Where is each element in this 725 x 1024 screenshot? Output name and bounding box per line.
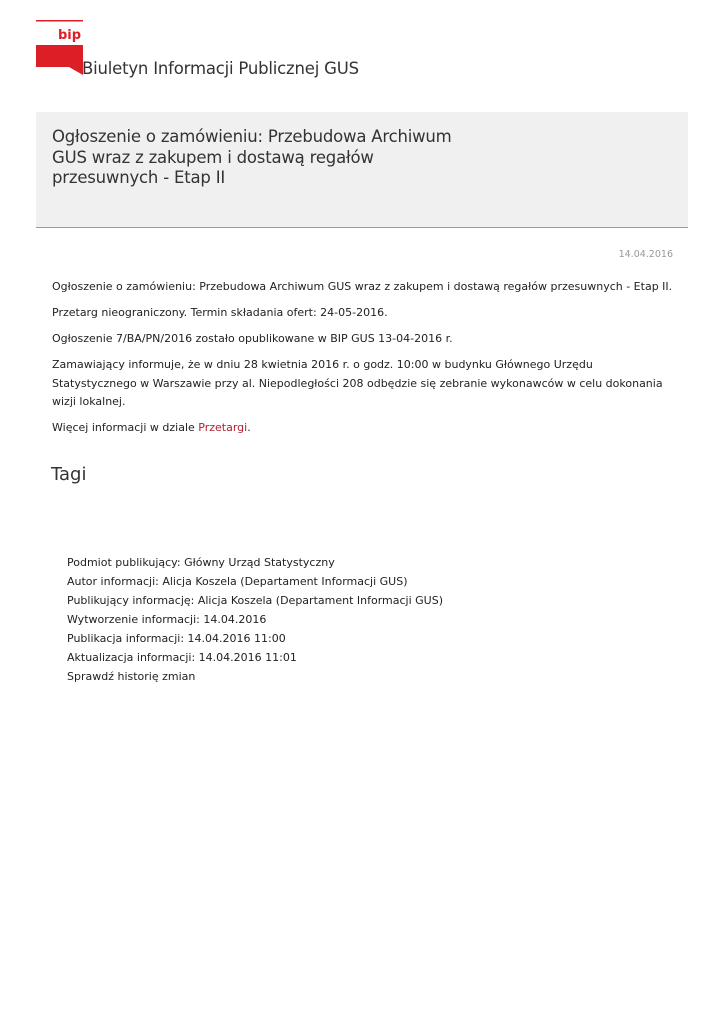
publication-date: 14.04.2016	[618, 249, 673, 260]
more-info-prefix: Więcej informacji w dziale	[52, 421, 199, 434]
site-title[interactable]: Biuletyn Informacji Publicznej GUS	[82, 59, 359, 78]
change-history-link[interactable]: Sprawdź historię zmian	[67, 670, 196, 683]
paragraph-more-info	[52, 419, 677, 438]
bip-logo-graphic	[36, 18, 84, 76]
meta-publisher: Podmiot publikujący: Główny Urząd Statystyczny	[67, 556, 335, 569]
article-content	[52, 278, 677, 445]
meta-published: Publikacja informacji: 14.04.2016 11:00	[67, 632, 286, 645]
more-info-suffix: .	[247, 421, 251, 434]
tags-heading: Tagi	[51, 464, 87, 485]
paragraph-announcement: Ogłoszenie o zamówieniu: Przebudowa Archiwum GUS wraz z zakupem i dostawą regałów przesuwnych - Etap II.	[52, 280, 673, 293]
meta-created: Wytworzenie informacji: 14.04.2016	[67, 613, 267, 626]
paragraph-publication: Ogłoszenie 7/BA/PN/2016 zostało opublikowane w BIP GUS 13-04-2016 r.	[52, 332, 453, 345]
meta-updated: Aktualizacja informacji: 14.04.2016 11:01	[67, 651, 297, 664]
title-box	[36, 112, 688, 228]
paragraph-tender: Przetarg nieograniczony. Termin składania ofert: 24-05-2016.	[52, 306, 388, 319]
paragraph-meeting: Zamawiający informuje, że w dniu 28 kwietnia 2016 r. o godz. 10:00 w budynku Głównego Urzędu Statystycznego w Warszawie przy al. Niepodległości 208 odbędzie się zebranie wykonawców w celu dokonania wizji lokalnej.	[52, 358, 663, 408]
metadata-block	[67, 553, 443, 686]
logo-text: bip	[58, 28, 82, 43]
meta-author: Autor informacji: Alicja Koszela (Departament Informacji GUS)	[67, 575, 408, 588]
meta-publishing-person: Publikujący informację: Alicja Koszela (Departament Informacji GUS)	[67, 594, 443, 607]
bip-logo[interactable]	[36, 18, 84, 76]
page-title: Ogłoszenie o zamówieniu: Przebudowa Archiwum GUS wraz z zakupem i dostawą regałów przesuwnych - Etap II	[52, 127, 452, 187]
przetargi-link[interactable]: Przetargi	[198, 421, 248, 434]
